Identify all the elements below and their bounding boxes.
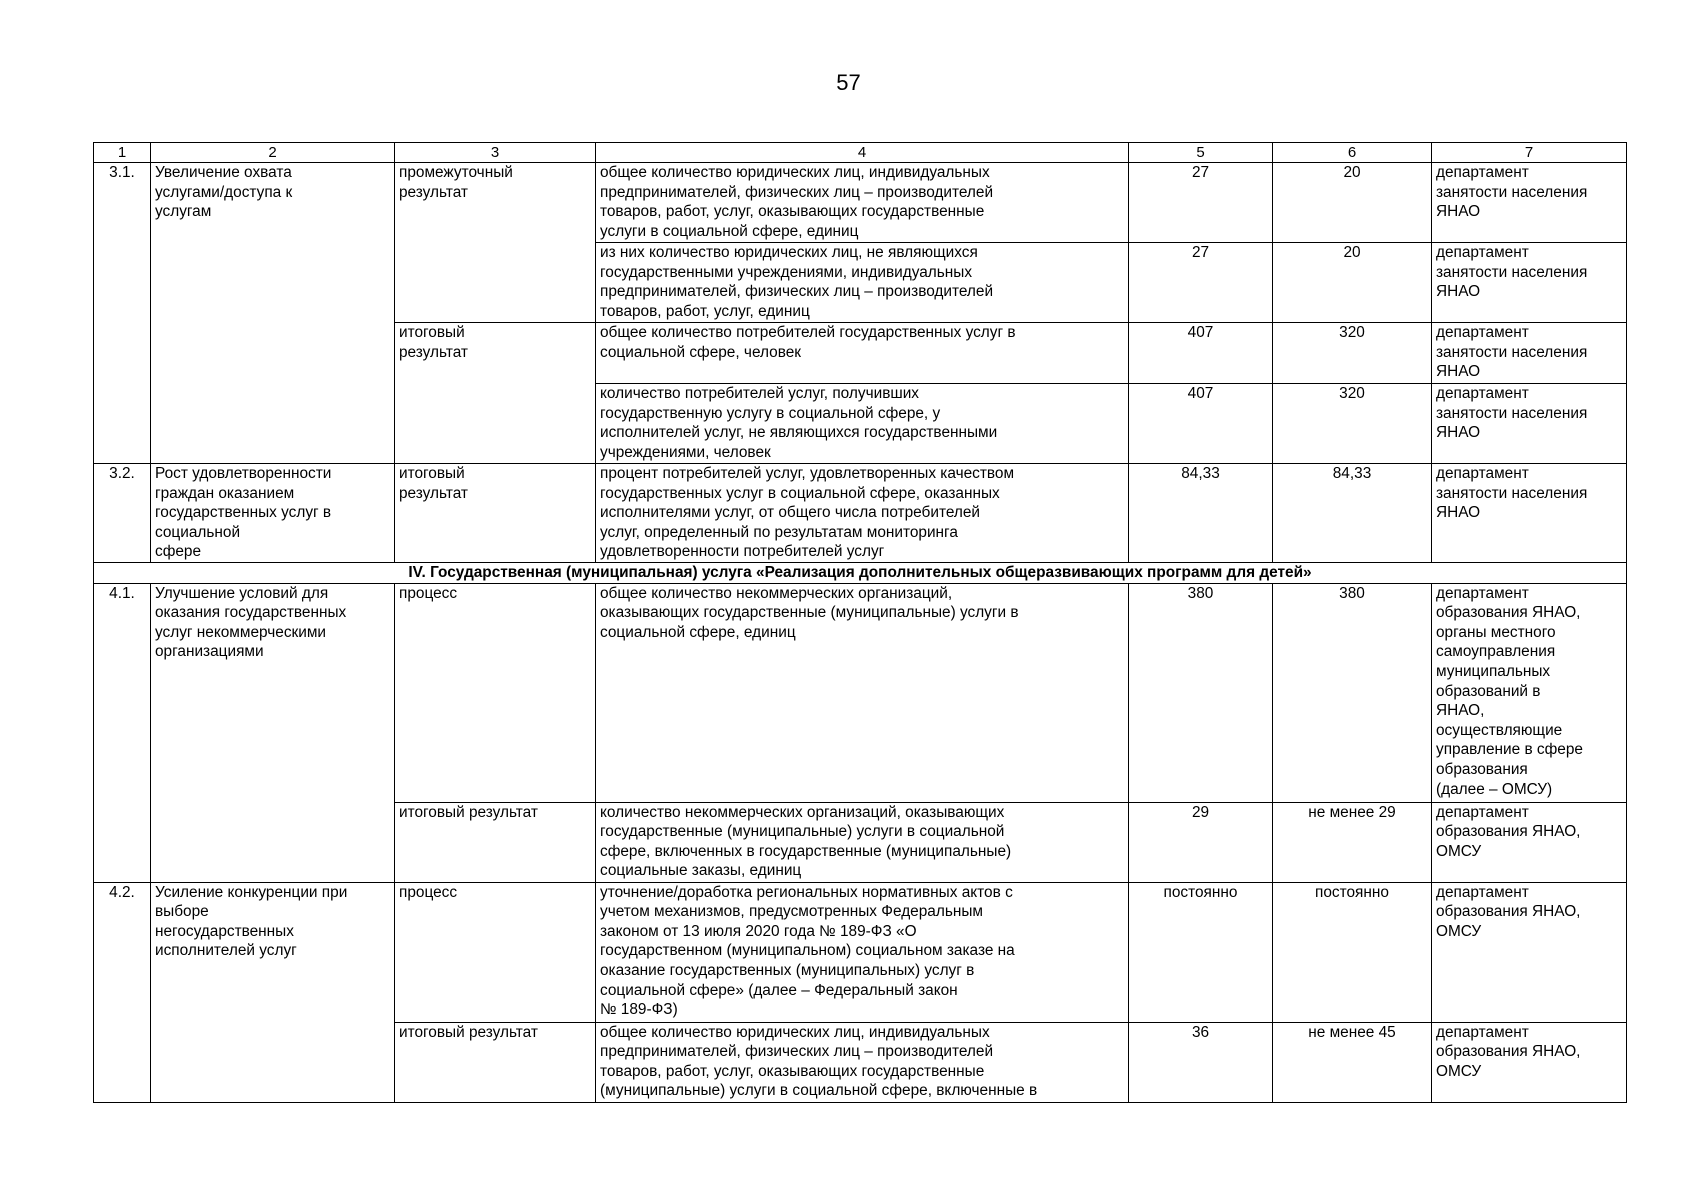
text-line: департамент [1436, 803, 1529, 821]
column-header: 2 [151, 143, 395, 163]
text-line: ЯНАО [1436, 504, 1481, 522]
result-type-cell: итоговый результат [395, 1022, 596, 1102]
text-line: государственные (муниципальные) услуги в социальной [600, 823, 1005, 841]
text-line: образований в [1436, 682, 1541, 700]
text-line: самоуправления [1436, 643, 1556, 661]
value-col5: 380 [1129, 583, 1273, 802]
text-line: образования ЯНАО, [1436, 604, 1581, 622]
text-line: товаров, работ, услуг, единиц [600, 302, 810, 320]
text-line: ЯНАО [1436, 203, 1481, 221]
text-line: занятости населения [1436, 183, 1588, 201]
text-line: занятости населения [1436, 343, 1588, 361]
text-line: Рост удовлетворенности [155, 465, 332, 482]
text-line: ЯНАО, [1436, 702, 1485, 720]
text-line: Улучшение условий для [155, 584, 329, 602]
text-line: услугам [155, 203, 212, 221]
result-type-cell: итоговый результат [395, 802, 596, 882]
value-col6: 320 [1273, 384, 1432, 464]
text-line: итоговый [399, 465, 465, 482]
text-line: департамент [1436, 244, 1529, 261]
indicator-cell [596, 323, 1129, 384]
text-line: учреждениями, человек [600, 443, 771, 461]
text-line: управление в сфере [1436, 741, 1583, 759]
text-line: ОМСУ [1436, 922, 1482, 940]
text-line: товаров, работ, услуг, оказывающих государственные [600, 1062, 985, 1080]
value-col5: 27 [1129, 243, 1273, 323]
value-col6: 20 [1273, 163, 1432, 243]
indicator-cell [596, 384, 1129, 464]
row-number: 3.1. [94, 163, 151, 464]
text-line: оказывающих государственные (муниципальные) услуги в [600, 604, 1019, 622]
value-col5: постоянно [1129, 882, 1273, 1022]
text-line: организациями [155, 643, 264, 661]
indicators-table [93, 142, 1627, 1103]
text-line: ЯНАО [1436, 283, 1481, 301]
responsible-cell [1432, 882, 1627, 1022]
text-line: социальной сфере, человек [600, 343, 801, 361]
goal-cell [151, 464, 395, 563]
text-line: государственными учреждениями, индивидуальных [600, 263, 973, 281]
page-number: 57 [836, 70, 861, 95]
text-line: товаров, работ, услуг, оказывающих государственные [600, 203, 985, 221]
row-number: 4.1. [94, 583, 151, 882]
text-line: департамент [1436, 883, 1529, 901]
result-type-cell: процесс [395, 583, 596, 802]
value-col6: 380 [1273, 583, 1432, 802]
text-line: государственных услуг в социальной сфере, оказанных [600, 484, 1000, 502]
text-line: занятости населения [1436, 404, 1588, 422]
text-line: социальной сфере, единиц [600, 623, 796, 641]
row-number: 3.2. [94, 464, 151, 563]
column-header: 1 [94, 143, 151, 163]
text-line: общее количество юридических лиц, индивидуальных [600, 164, 990, 181]
column-header: 3 [395, 143, 596, 163]
indicator-cell [596, 583, 1129, 802]
table-row [94, 163, 1627, 243]
responsible-cell [1432, 802, 1627, 882]
row-number: 4.2. [94, 882, 151, 1102]
text-line: учетом механизмов, предусмотренных Федеральным [600, 903, 983, 921]
text-line: государственных услуг в [155, 504, 332, 522]
column-header: 5 [1129, 143, 1273, 163]
goal-cell [151, 163, 395, 464]
text-line: департамент [1436, 584, 1529, 602]
text-line: услугами/доступа к [155, 183, 293, 201]
indicator-cell [596, 1022, 1129, 1102]
value-col5: 36 [1129, 1022, 1273, 1102]
text-line: осуществляющие [1436, 721, 1563, 739]
text-line: сфере, включенных в государственные (муниципальные) [600, 842, 1012, 860]
responsible-cell [1432, 384, 1627, 464]
text-line: процент потребителей услуг, удовлетворенных качеством [600, 465, 1015, 482]
section-row [94, 563, 1627, 584]
text-line: департамент [1436, 324, 1529, 341]
text-line: выборе [155, 903, 209, 921]
indicator-cell [596, 163, 1129, 243]
text-line: уточнение/доработка региональных нормативных актов с [600, 883, 1013, 901]
text-line: услуги в социальной сфере, единиц [600, 222, 859, 240]
text-line: ЯНАО [1436, 363, 1481, 381]
text-line: исполнителей услуг, не являющихся государственными [600, 424, 998, 442]
text-line: образования ЯНАО, [1436, 823, 1581, 841]
text-line: занятости населения [1436, 484, 1588, 502]
column-header: 4 [596, 143, 1129, 163]
goal-cell [151, 882, 395, 1102]
text-line: исполнителей услуг [155, 942, 297, 960]
text-line: социальной сфере» (далее – Федеральный закон [600, 981, 958, 999]
text-line: департамент [1436, 164, 1529, 181]
text-line: негосударственных [155, 922, 294, 940]
text-line: органы местного [1436, 623, 1556, 641]
text-line: услуг, определенный по результатам мониторинга [600, 523, 958, 541]
value-col5: 407 [1129, 384, 1273, 464]
text-line: образования [1436, 760, 1528, 778]
text-line: № 189-ФЗ) [600, 1001, 678, 1019]
text-line: оказание государственных (муниципальных) услуг в [600, 961, 975, 979]
text-line: предпринимателей, физических лиц – производителей [600, 1043, 994, 1061]
text-line: департамент [1436, 1023, 1529, 1041]
text-line: результат [399, 343, 468, 361]
column-header: 6 [1273, 143, 1432, 163]
text-line: удовлетворенности потребителей услуг [600, 543, 885, 561]
responsible-cell [1432, 1022, 1627, 1102]
value-col5: 84,33 [1129, 464, 1273, 563]
text-line: Увеличение охвата [155, 164, 292, 181]
indicator-cell [596, 802, 1129, 882]
text-line: муниципальных [1436, 662, 1551, 680]
text-line: законом от 13 июля 2020 года № 189-ФЗ «О [600, 922, 917, 940]
text-line: социальные заказы, единиц [600, 862, 802, 880]
responsible-cell [1432, 464, 1627, 563]
text-line: общее количество юридических лиц, индивидуальных [600, 1023, 990, 1041]
column-header-row [94, 143, 1627, 163]
table-row [94, 464, 1627, 563]
indicator-cell [596, 243, 1129, 323]
table-row [94, 882, 1627, 1022]
result-type-cell [395, 464, 596, 563]
text-line: предпринимателей, физических лиц – производителей [600, 283, 994, 301]
column-header: 7 [1432, 143, 1627, 163]
text-line: общее количество потребителей государственных услуг в [600, 324, 1016, 341]
text-line: результат [399, 183, 468, 201]
value-col5: 27 [1129, 163, 1273, 243]
text-line: результат [399, 484, 468, 502]
text-line: промежуточный [399, 164, 513, 181]
goal-cell [151, 583, 395, 882]
value-col6: 320 [1273, 323, 1432, 384]
indicator-cell [596, 464, 1129, 563]
text-line: образования ЯНАО, [1436, 903, 1581, 921]
table-row [94, 583, 1627, 802]
text-line: Усиление конкуренции при [155, 883, 348, 901]
text-line: ОМСУ [1436, 1062, 1482, 1080]
value-col6: не менее 29 [1273, 802, 1432, 882]
text-line: предпринимателей, физических лиц – производителей [600, 183, 994, 201]
section-heading: IV. Государственная (муниципальная) услуга «Реализация дополнительных общеразвивающих программ для детей» [94, 563, 1627, 584]
text-line: государственном (муниципальном) социальном заказе на [600, 942, 1015, 960]
value-col6: 84,33 [1273, 464, 1432, 563]
text-line: ЯНАО [1436, 424, 1481, 442]
text-line: граждан оказанием [155, 484, 295, 502]
text-line: департамент [1436, 465, 1529, 482]
text-line: (муниципальные) услуги в социальной сфере, включенные в [600, 1082, 1038, 1100]
responsible-cell [1432, 163, 1627, 243]
text-line: услуг некоммерческими [155, 623, 327, 641]
result-type-cell [395, 323, 596, 464]
responsible-cell [1432, 323, 1627, 384]
text-line: сфере [155, 543, 202, 561]
result-type-cell [395, 163, 596, 323]
text-line: итоговый [399, 324, 465, 341]
text-line: количество некоммерческих организаций, оказывающих [600, 803, 1005, 821]
text-line: государственную услугу в социальной сфере, у [600, 404, 941, 422]
value-col6: не менее 45 [1273, 1022, 1432, 1102]
text-line: ОМСУ [1436, 842, 1482, 860]
text-line: оказания государственных [155, 604, 347, 622]
text-line: образования ЯНАО, [1436, 1043, 1581, 1061]
value-col6: постоянно [1273, 882, 1432, 1022]
result-type-cell: процесс [395, 882, 596, 1022]
indicator-cell [596, 882, 1129, 1022]
text-line: социальной [155, 523, 241, 541]
text-line: департамент [1436, 385, 1529, 402]
responsible-cell [1432, 583, 1627, 802]
text-line: (далее – ОМСУ) [1436, 780, 1553, 798]
text-line: занятости населения [1436, 263, 1588, 281]
text-line: из них количество юридических лиц, не являющихся [600, 244, 978, 261]
value-col5: 29 [1129, 802, 1273, 882]
value-col6: 20 [1273, 243, 1432, 323]
text-line: исполнителями услуг, от общего числа потребителей [600, 504, 981, 522]
text-line: общее количество некоммерческих организаций, [600, 584, 953, 602]
text-line: количество потребителей услуг, получивших [600, 385, 920, 402]
responsible-cell [1432, 243, 1627, 323]
value-col5: 407 [1129, 323, 1273, 384]
